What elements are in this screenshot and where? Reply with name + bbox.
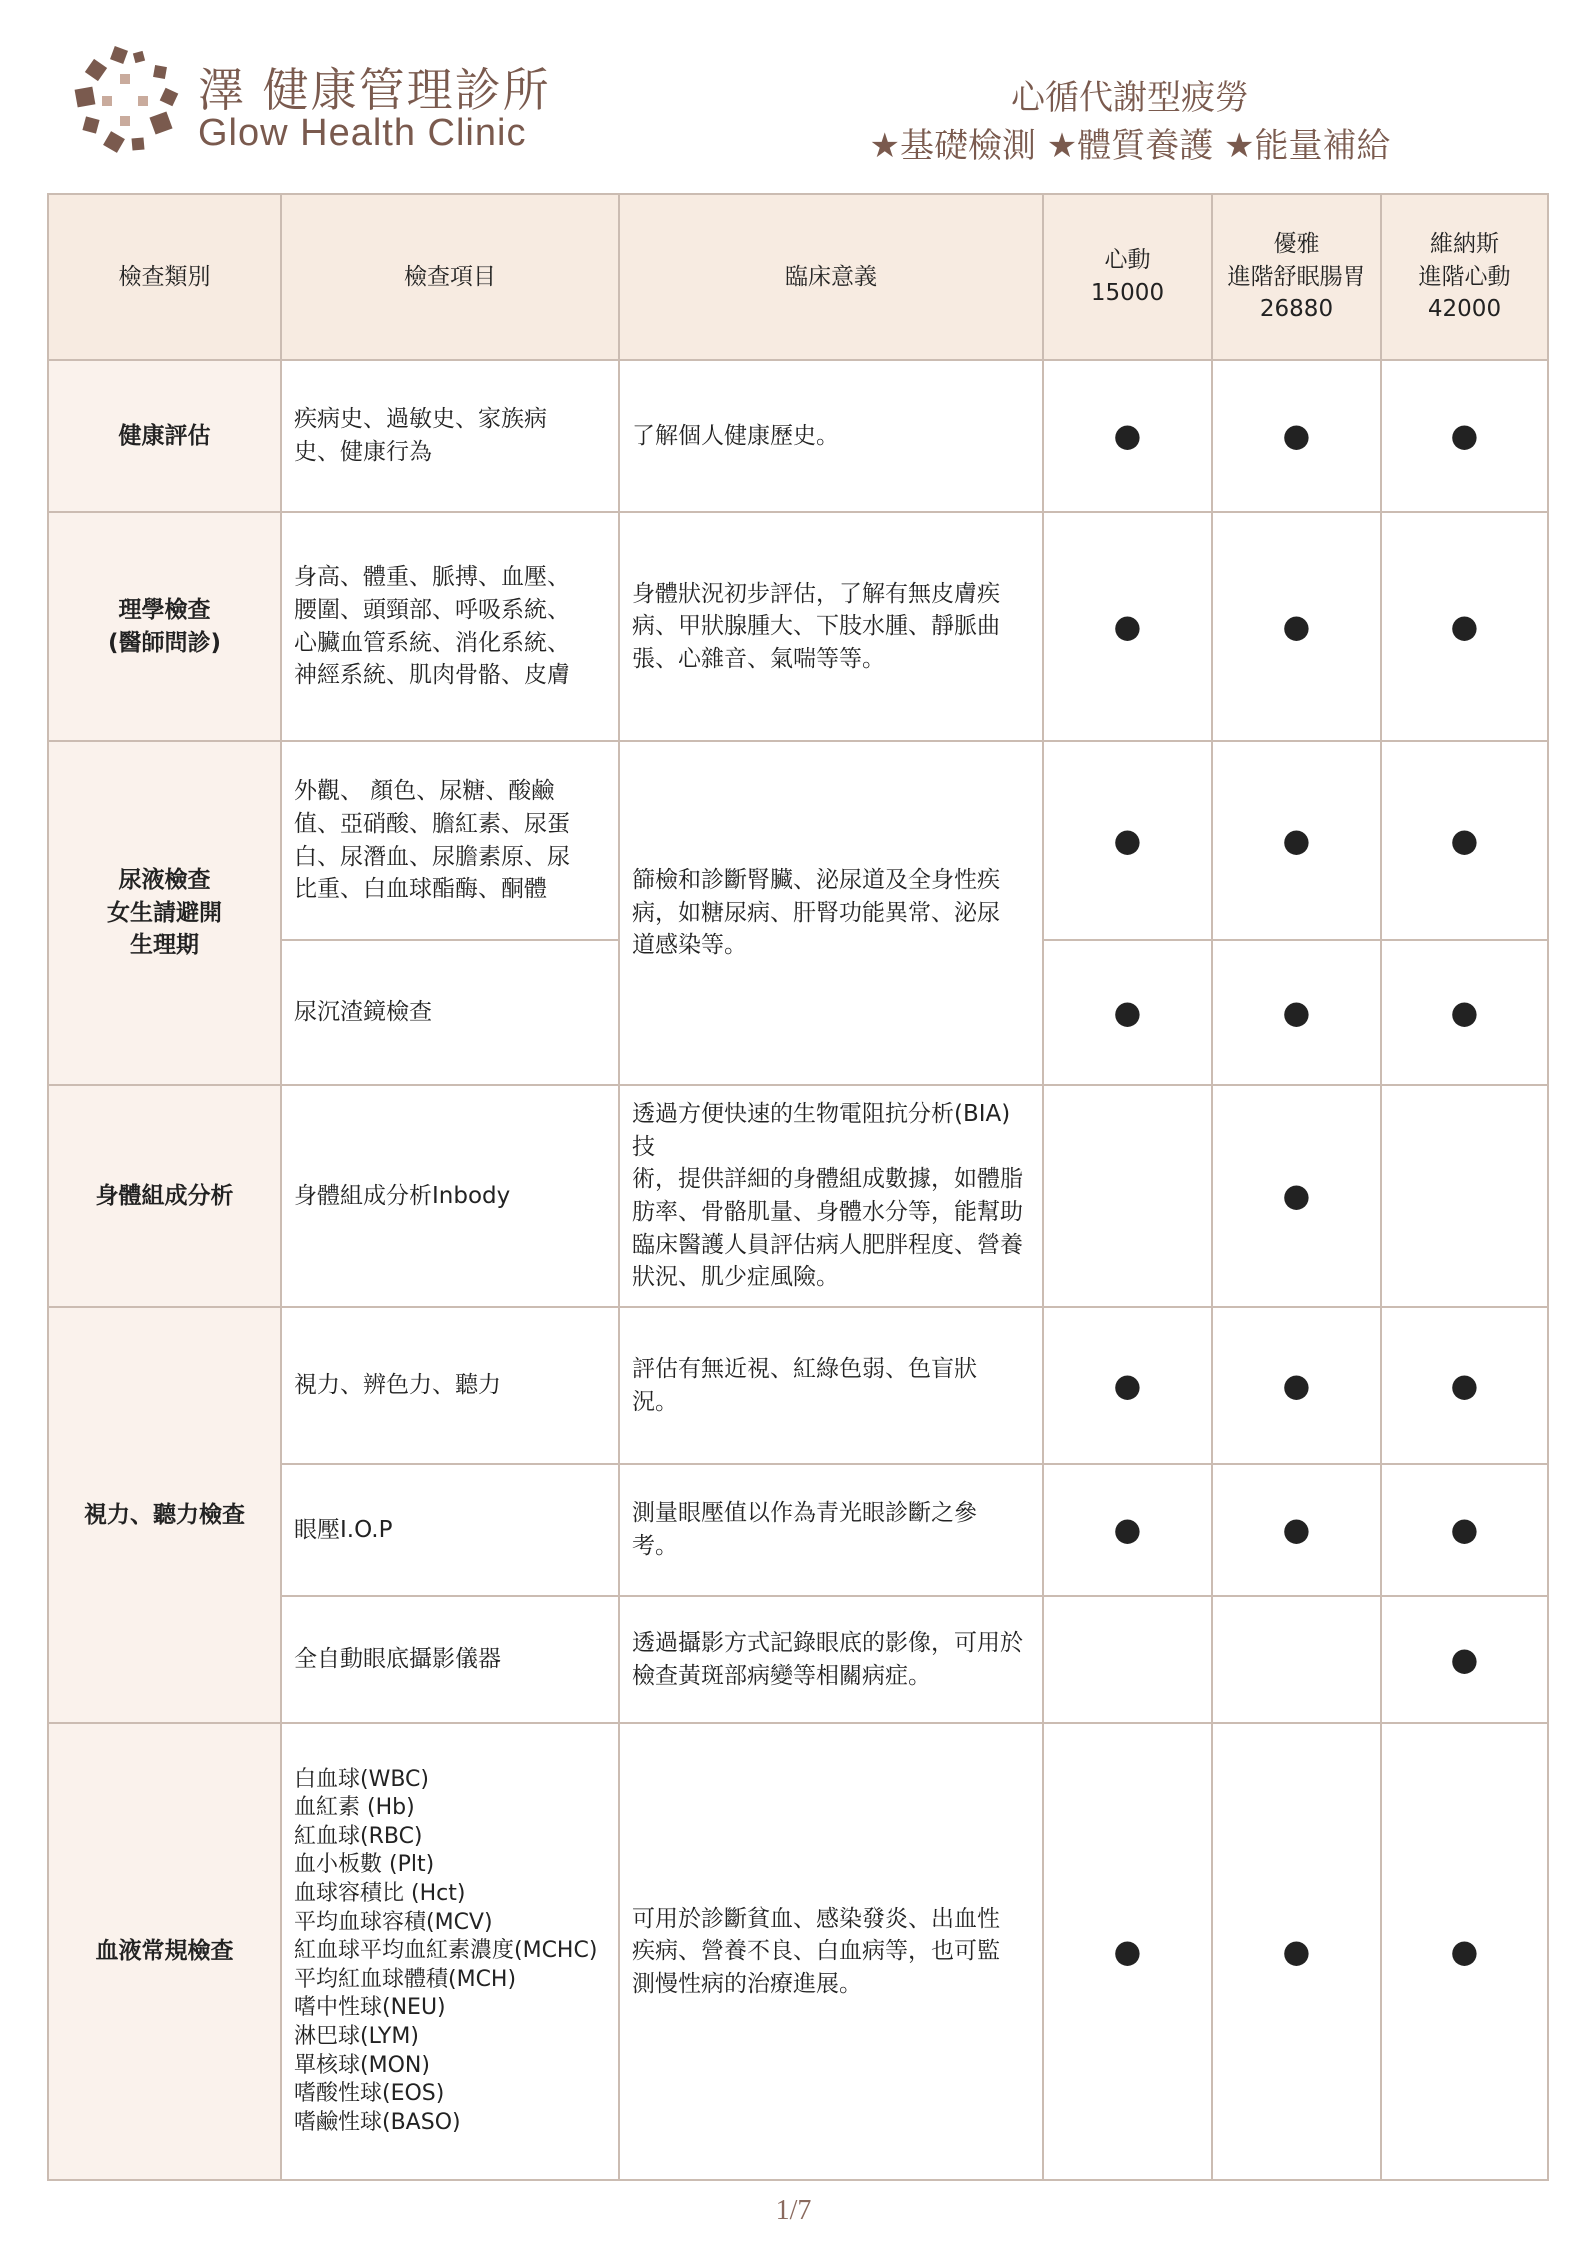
item-cell: 眼壓I.O.P [281, 1464, 619, 1596]
plan-1-mark: ● [1043, 360, 1212, 512]
clinic-logo-icon [72, 44, 182, 159]
header-plan-3: 維納斯 進階心動 42000 [1381, 194, 1548, 360]
header-plan-1: 心動 15000 [1043, 194, 1212, 360]
category-cell: 健康評估 [48, 360, 281, 512]
item-cell: 視力、辨色力、聽力 [281, 1307, 619, 1464]
item-cell: 身體組成分析Inbody [281, 1085, 619, 1307]
meaning-cell: 可用於診斷貧血、感染發炎、出血性 疾病、營養不良、白血病等，也可監 測慢性病的治療進展。 [619, 1723, 1043, 2180]
plan-2-mark: ● [1212, 741, 1381, 940]
header-meaning: 臨床意義 [619, 194, 1043, 360]
item-cell: 白血球(WBC) 血紅素 (Hb) 紅血球(RBC) 血小板數 (Plt) 血球容積比 (Hct) 平均血球容積(MCV) 紅血球平均血紅素濃度(MCHC) 平均紅血球體積(MCH) 嗜中性球(NEU) 淋巴球(LYM) 單核球(MON) 嗜酸性球(EOS) 嗜鹼性球(BASO) [281, 1723, 619, 2180]
plan-3-mark: ● [1381, 1596, 1548, 1723]
plan-1-mark [1043, 1085, 1212, 1307]
plan-3-mark: ● [1381, 360, 1548, 512]
table-row [48, 1723, 1548, 2180]
table-header-row [48, 194, 1548, 360]
plan-3-mark: ● [1381, 1464, 1548, 1596]
table-row [48, 512, 1548, 741]
plan-1-mark [1043, 1596, 1212, 1723]
plan-1-mark: ● [1043, 1464, 1212, 1596]
plan-1-mark: ● [1043, 512, 1212, 741]
item-cell: 疾病史、過敏史、家族病 史、健康行為 [281, 360, 619, 512]
plan-2-mark: ● [1212, 940, 1381, 1085]
category-cell: 身體組成分析 [48, 1085, 281, 1307]
plan-2-mark: ● [1212, 360, 1381, 512]
plan-3-mark [1381, 1085, 1548, 1307]
clinic-name-chinese: 澤 健康管理診所 [198, 63, 551, 117]
plan-2-mark: ● [1212, 512, 1381, 741]
clinic-name-english: Glow Health Clinic [198, 112, 527, 154]
plan-3-mark: ● [1381, 1307, 1548, 1464]
plan-1-mark: ● [1043, 1723, 1212, 2180]
meaning-cell: 透過方便快速的生物電阻抗分析(BIA)技 術，提供詳細的身體組成數據，如體脂 肪率、骨骼肌量、身體水分等，能幫助 臨床醫護人員評估病人肥胖程度、營養 狀況、肌少症風險。 [619, 1085, 1043, 1307]
plan-3-mark: ● [1381, 741, 1548, 940]
table-row [48, 360, 1548, 512]
meaning-cell: 篩檢和診斷腎臟、泌尿道及全身性疾 病，如糖尿病、肝腎功能異常、泌尿 道感染等。 [619, 741, 1043, 1085]
item-cell: 身高、體重、脈搏、血壓、 腰圍、頭頸部、呼吸系統、 心臟血管系統、消化系統、 神經系統、肌肉骨骼、皮膚 [281, 512, 619, 741]
plan-2-mark: ● [1212, 1307, 1381, 1464]
page-number: 1/7 [775, 2195, 812, 2226]
item-cell: 尿沉渣鏡檢查 [281, 940, 619, 1085]
plan-3-mark: ● [1381, 940, 1548, 1085]
category-cell: 血液常規檢查 [48, 1723, 281, 2180]
meaning-cell: 了解個人健康歷史。 [619, 360, 1043, 512]
table-row [48, 1085, 1548, 1307]
meaning-cell: 評估有無近視、紅綠色弱、色盲狀 況。 [619, 1307, 1043, 1464]
meaning-cell: 測量眼壓值以作為青光眼診斷之參 考。 [619, 1464, 1043, 1596]
header-item: 檢查項目 [281, 194, 619, 360]
header-plan-2: 優雅 進階舒眠腸胃 26880 [1212, 194, 1381, 360]
plan-3-mark: ● [1381, 1723, 1548, 2180]
plan-1-mark: ● [1043, 1307, 1212, 1464]
plan-title: 心循代謝型疲勞 [1011, 78, 1249, 118]
item-cell: 外觀、 顏色、尿糖、酸鹼 值、亞硝酸、膽紅素、尿蛋 白、尿潛血、尿膽素原、尿 比重、白血球酯酶、酮體 [281, 741, 619, 940]
plan-1-mark: ● [1043, 940, 1212, 1085]
meaning-cell: 身體狀況初步評估，了解有無皮膚疾 病、甲狀腺腫大、下肢水腫、靜脈曲 張、心雜音、氣喘等等。 [619, 512, 1043, 741]
plan-2-mark: ● [1212, 1085, 1381, 1307]
table-row [48, 741, 1548, 940]
category-cell: 視力、聽力檢查 [48, 1307, 281, 1723]
plan-2-mark [1212, 1596, 1381, 1723]
page-header [0, 0, 1587, 180]
plan-2-mark: ● [1212, 1723, 1381, 2180]
category-cell: 尿液檢查 女生請避開 生理期 [48, 741, 281, 1085]
plan-3-mark: ● [1381, 512, 1548, 741]
item-cell: 全自動眼底攝影儀器 [281, 1596, 619, 1723]
exam-table [47, 193, 1549, 2181]
header-category: 檢查類別 [48, 194, 281, 360]
table-row [48, 1307, 1548, 1464]
plan-subtitle: ★基礎檢測 ★體質養護 ★能量補給 [869, 126, 1391, 166]
plan-1-mark: ● [1043, 741, 1212, 940]
meaning-cell: 透過攝影方式記錄眼底的影像，可用於 檢查黃斑部病變等相關病症。 [619, 1596, 1043, 1723]
plan-2-mark: ● [1212, 1464, 1381, 1596]
category-cell: 理學檢查 (醫師問診) [48, 512, 281, 741]
